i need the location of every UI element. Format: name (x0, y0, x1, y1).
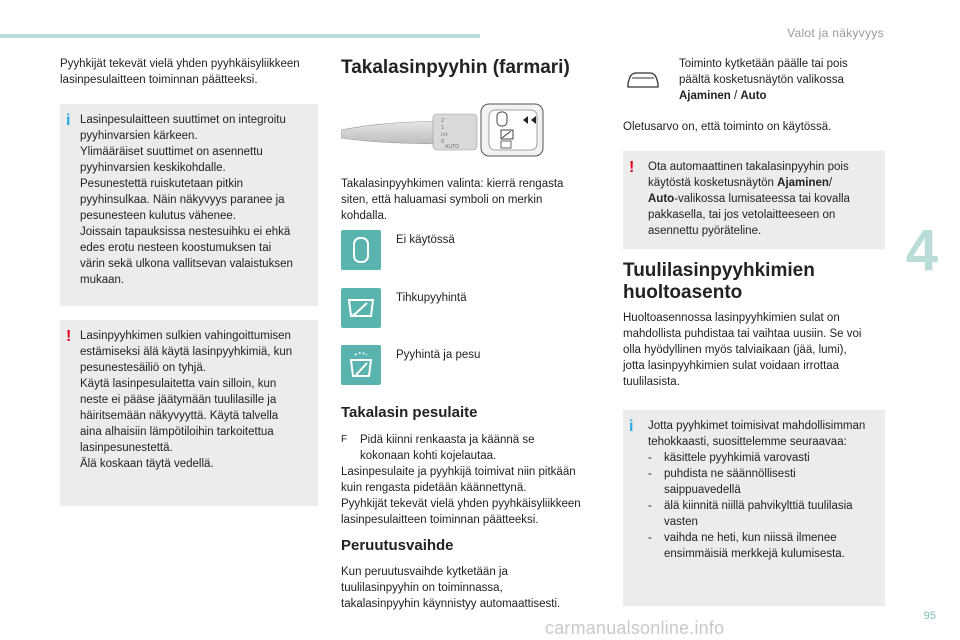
bullet-arrow-icon: F (341, 434, 348, 445)
symbol-wash-wipe (341, 345, 381, 385)
list-item: - käsittele pyyhkimiä varovasti (648, 450, 877, 466)
watermark: carmanualsonline.info (545, 618, 725, 638)
left-intro: Pyyhkijät tekevät vielä yhden pyyhkäisyliikkeen lasinpesulaitteen toiminnan päätteeksi. (60, 58, 300, 86)
section-title: Valot ja näkyvyys (787, 26, 884, 40)
intermittent-wipe-icon (341, 288, 381, 328)
symbol-off (341, 230, 381, 270)
info-box-text: Lasinpesulaitteen suuttimet on integroitu pyyhinvarsien kärkeen. Ylimääräiset suuttimet on asennettu pyyhinvarsien keskikohdalle. Pesunestettä ruiskutetaan pitkin pyyhinsulkaa. Näin näkyvyys paranee ja pesunesteen kulutus vähenee. Joissain tapauksissa nestesuihku ei ehkä edes erotu nesteen koostumuksen tai värin sekä ulkona vallitsevan valaistuksen mukaan. (80, 114, 293, 286)
chapter-tab: 4 (905, 218, 938, 283)
list-item: - älä kiinnitä niillä pahvikylttiä tuulilasia vasten (648, 498, 877, 530)
symbol-wash-wipe-label: Pyyhintä ja pesu (396, 349, 481, 361)
car-menu-text: Toiminto kytketään päälle tai pois päältä kosketusnäytön valikossa Ajaminen / Auto (679, 58, 848, 102)
stalk-label-0: 0 (441, 139, 445, 145)
service-position-title: Tuulilasinpyyhkimien huoltoasento (623, 260, 815, 303)
stalk-label-auto: AUTO (445, 144, 460, 150)
washer-instruction: F Pidä kiinni renkaasta ja käännä se kokonaan kohti kojelautaa. (341, 434, 535, 462)
stalk-label-1: 1 (441, 125, 445, 131)
symbol-intermittent (341, 288, 381, 328)
warning-box-auto-wiper (623, 151, 885, 249)
warning-box-text: Lasinpyyhkimen sulkien vahingoittumisen estämiseksi älä käytä lasinpyyhkimiä, kun pesunestesäiliö on tyhjä. Käytä lasinpesulaitetta vain silloin, kun neste ei pääse jäätymään tuulilasille ja häiritsemään näkyvyyttä. Käytä talvella aina alhaisiin lämpötiloihin tarkoitettua lasinpesunestettä. Älä koskaan täytä vedellä. (80, 330, 293, 470)
rear-wiper-stalk-illustration (341, 100, 556, 162)
rear-washer-title: Takalasin pesulaite (341, 404, 478, 421)
service-position-text: Huoltoasennossa lasinpyyhkimien sulat on mahdollista puhdistaa tai vaihtaa uusiin. Se voi olla hyödyllinen myös talviaikaan (jää, lumi), jotta lasinpyyhkimien sulat voidaan irrottaa tuulilasista. (623, 312, 862, 388)
list-item: - puhdista ne säännöllisesti saippuavedellä (648, 466, 877, 498)
symbol-intermittent-label: Tihkupyyhintä (396, 292, 467, 304)
info-box-wiper-care (623, 410, 885, 606)
rear-wiper-intro: Takalasinpyyhkimen valinta: kierrä rengasta siten, että haluamasi symboli on merkin kohdalla. (341, 178, 564, 222)
wash-wipe-icon (341, 345, 381, 385)
info-box-nozzles (60, 104, 318, 306)
warning-box-washer (60, 320, 318, 506)
rear-wiper-title: Takalasinpyyhin (farmari) (341, 57, 570, 78)
car-icon (625, 68, 661, 90)
rear-washer-text: F Pidä kiinni renkaasta ja käännä se kokonaan kohti kojelautaa. Lasinpesulaite ja pyyhkijä toimivat niin pitkään kuin rengasta pidetään käännettynä. Pyyhkijät tekevät vielä yhden pyyhkäisyliikkeen lasinpesulaitteen toiminnan päätteeksi. (341, 432, 606, 528)
list-item: - vaihda ne heti, kun niissä ilmenee ensimmäisiä merkkejä kulumisesta. (648, 530, 877, 562)
warning-icon: ! (629, 159, 635, 176)
default-text: Oletusarvo on, että toiminto on käytössä. (623, 121, 832, 133)
symbol-off-label: Ei käytössä (396, 234, 455, 246)
stalk-label-2: 2 (441, 118, 445, 124)
reverse-gear-text: Kun peruutusvaihde kytketään ja tuulilasinpyyhin on toiminnassa, takalasinpyyhin käynnistyy automaattisesti. (341, 566, 561, 610)
warning-box-text: Ota automaattinen takalasinpyyhin pois käytöstä kosketusnäytön Ajaminen/ Auto-valikossa lumisateessa tai kovalla pakkasella, tai jos vetolaitteeseen on asennettu pyöräteline. (648, 161, 850, 237)
info-icon: i (629, 418, 634, 435)
off-icon (341, 230, 381, 270)
warning-icon: ! (66, 328, 72, 345)
stalk-label-int: Int (441, 132, 448, 138)
info-box-text: Jotta pyyhkimet toimisivat mahdollisimman tehokkaasti, suosittelemme seuraavaa: - käsittele pyyhkimiä varovasti - puhdista ne säännöllisesti saippuavedellä - älä kiinnitä niillä pahvikylttiä tuulilasia vasten - vaihda ne heti, kun niissä ilmenee ensimmäisiä merkkejä kulumisesta. (648, 418, 877, 562)
info-icon: i (66, 112, 71, 129)
reverse-gear-title: Peruutusvaihde (341, 537, 454, 554)
header-bar (0, 34, 480, 38)
page-number: 95 (923, 610, 936, 622)
care-list (648, 450, 877, 562)
